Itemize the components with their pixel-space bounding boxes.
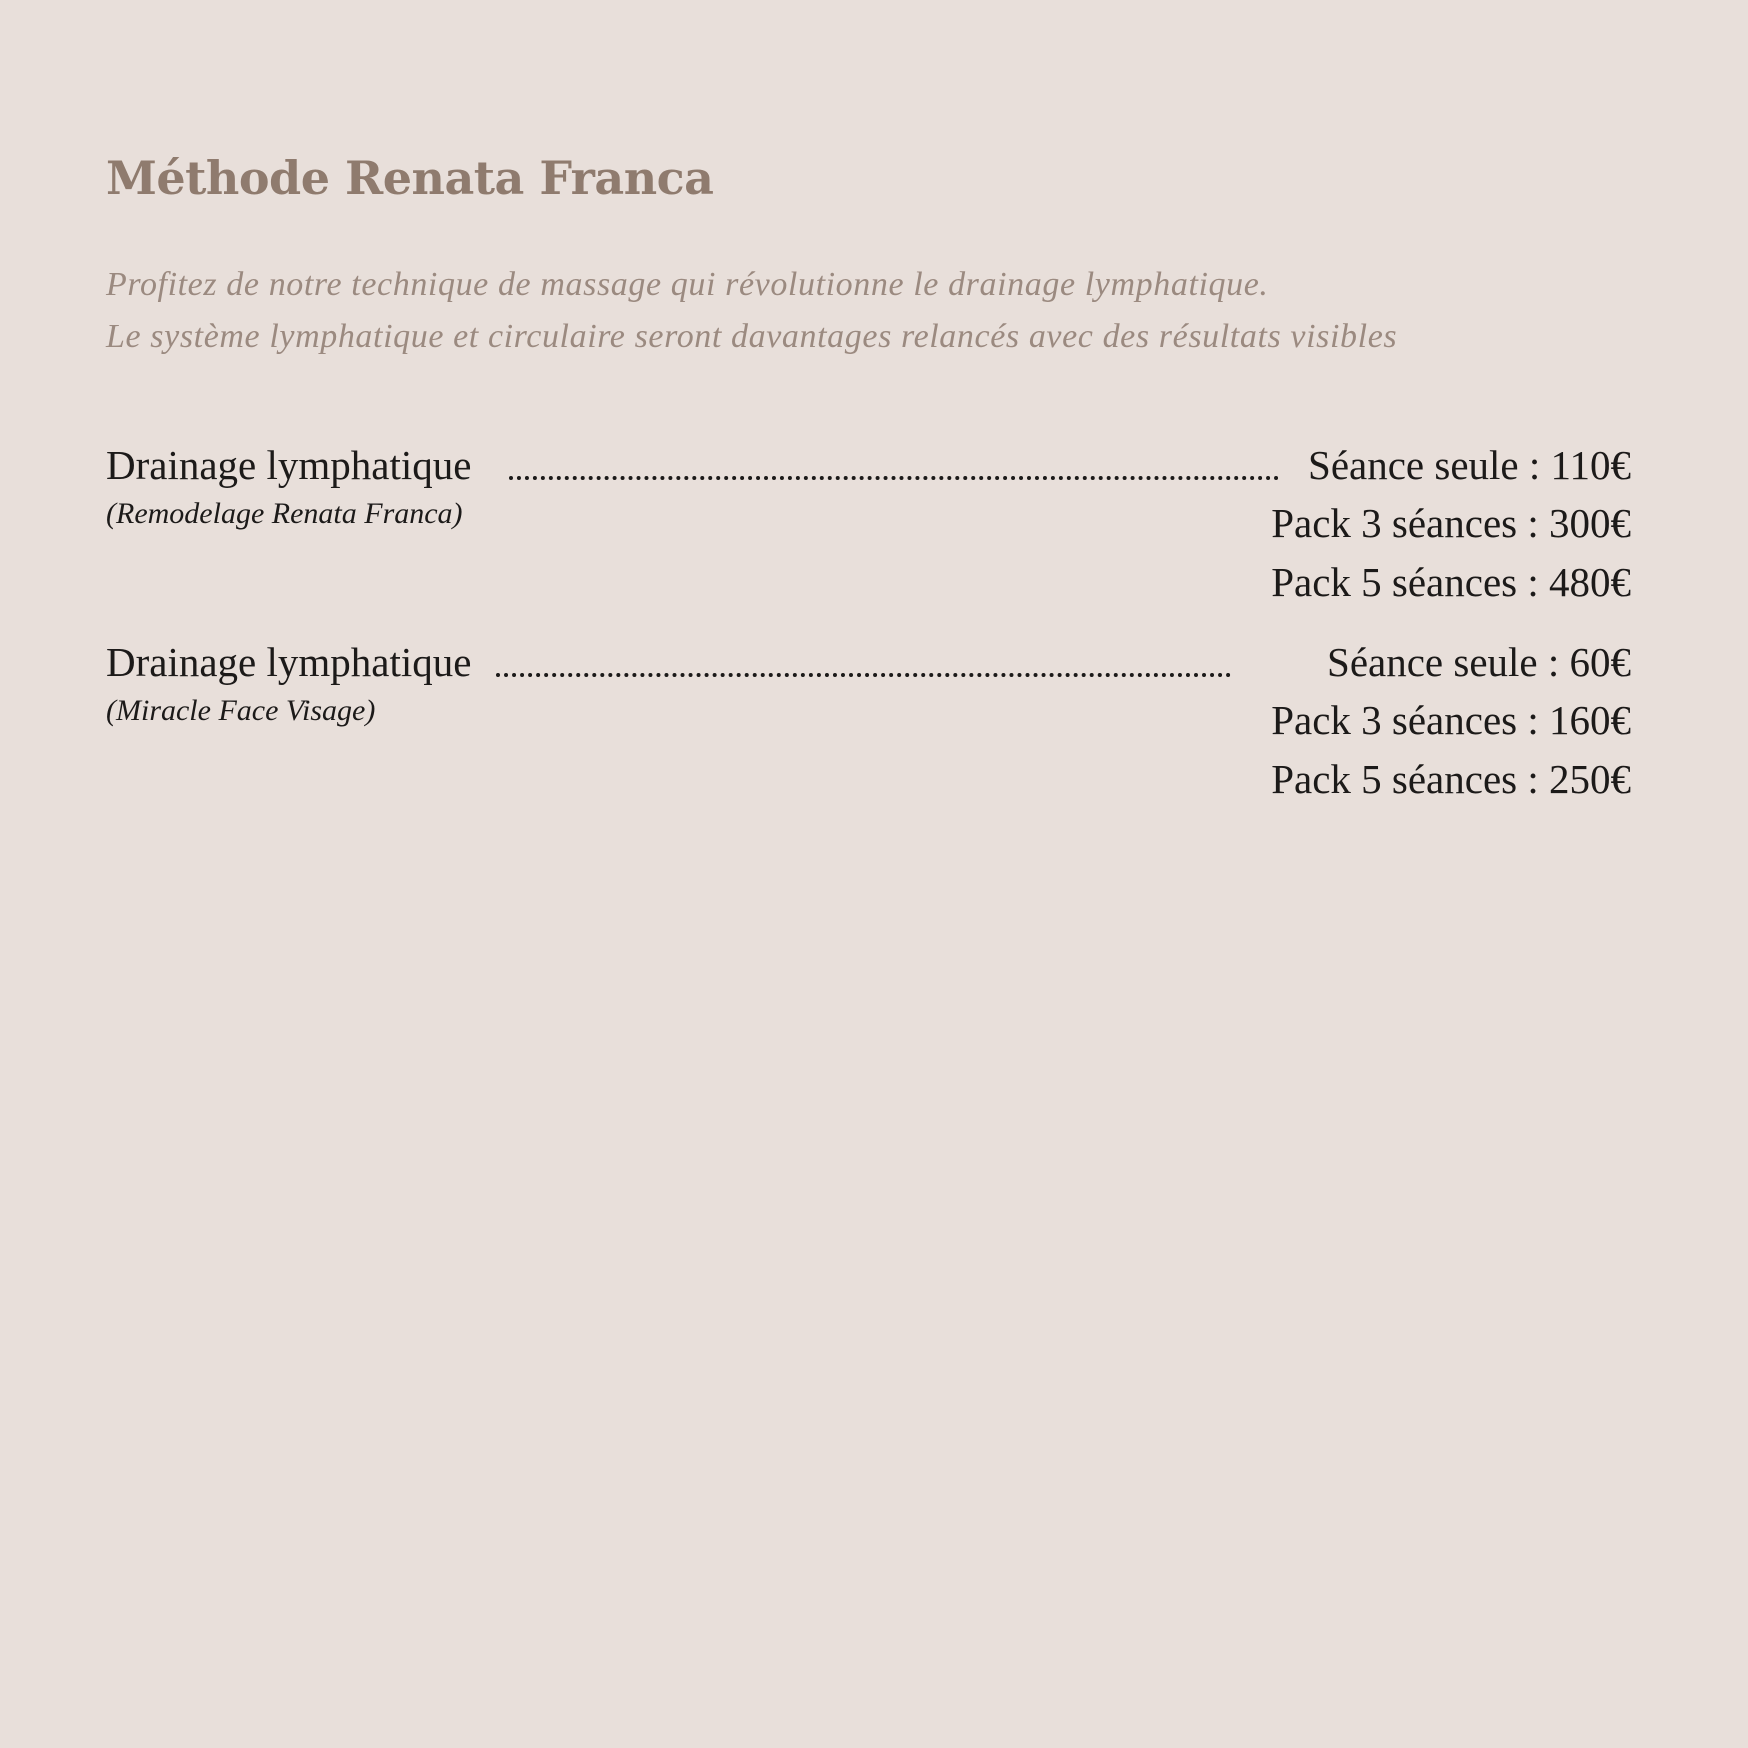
price-pack-5: Pack 5 séances : 250€ [1271,756,1631,802]
service-name: Drainage lymphatique [106,639,472,685]
intro-line-1: Profitez de notre technique de massage qui révolutionne le drainage lymphatique. [106,266,1269,303]
service-subtitle: (Remodelage Renata Franca) [106,497,463,530]
dotted-leader [509,476,1279,480]
service-subtitle: (Miracle Face Visage) [106,694,376,727]
intro-line-2: Le système lymphatique et circulaire seront davantages relancés avec des résultats visibles [106,318,1398,355]
service-row [106,557,1631,607]
price-single-session: Séance seule : 110€ [1308,442,1631,488]
price-single-session: Séance seule : 60€ [1327,639,1631,685]
price-pack-5: Pack 5 séances : 480€ [1271,559,1631,605]
price-pack-3: Pack 3 séances : 160€ [1271,697,1631,743]
price-list-page [106,0,1631,1748]
service-row [106,498,1631,548]
price-pack-3: Pack 3 séances : 300€ [1271,500,1631,546]
service-row [106,695,1631,745]
dotted-leader [496,673,1231,677]
page-title: Méthode Renata Franca [106,151,714,205]
service-name: Drainage lymphatique [106,442,472,488]
service-row [106,754,1631,804]
